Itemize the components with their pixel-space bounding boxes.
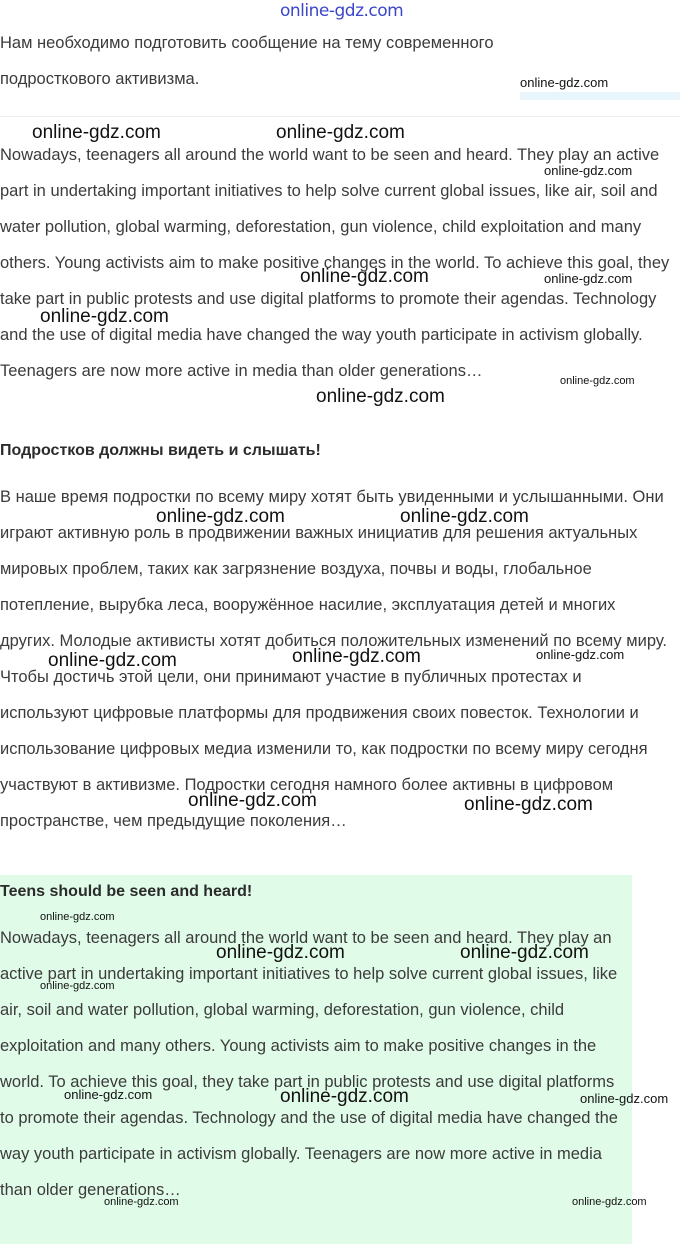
watermark: online-gdz.com: [460, 942, 589, 963]
watermark: online-gdz.com: [572, 1196, 647, 1208]
english-answer-text: Nowadays, teenagers all around the world want to be seen and heard. They play an active part in undertaking important initiatives to help solve current global issues, like air, soil and water pollution, global warming, deforestation, gun violence, child exploitation and many others. Young activists aim to make positive changes in the world. To achieve this goal, they take part in public protests and use digital platforms to promote their agendas. Technology and the use of digital media have changed the way youth participate in activism globally. Teenagers are now more active in media than older generations…: [0, 929, 618, 1199]
russian-heading: Подростков должны видеть и слышать!: [0, 442, 321, 459]
intro-text: Нам необходимо подготовить сообщение на тему современного подросткового активизма.: [0, 34, 494, 88]
watermark-top: online-gdz.com: [280, 1, 404, 21]
watermark: online-gdz.com: [156, 506, 285, 527]
watermark: online-gdz.com: [64, 1087, 153, 1102]
watermark: online-gdz.com: [520, 75, 609, 90]
russian-text: В наше время подростки по всему миру хотят быть увиденными и услышанными. Они играют активную роль в продвижении важных инициатив для решения актуальных мировых проблем, таких как загрязнение воздуха, почвы и воды, глобальное потепление, вырубка леса, вооружённое насилие, эксплуатация детей и многих других. Молодые активисты хотят добиться положительных изменений по всему миру. Чтобы достичь этой цели, они принимают участие в публичных протестах и используют цифровые платформы для продвижения своих повесток. Технологии и использование цифровых медиа изменили то, как подростки по всему миру сегодня участвуют в активизме. Подростки сегодня намного более активны в цифровом пространстве, чем предыдущие поколения…: [0, 488, 667, 830]
watermark: online-gdz.com: [104, 1196, 179, 1208]
watermark: online-gdz.com: [544, 163, 633, 178]
english-excerpt: Nowadays, teenagers all around the world want to be seen and heard. They play an active part in undertaking important initiatives to help solve current global issues, like air, soil and water pollution, global warming, deforestation, gun violence, child exploitation and many others. Young activists aim to make positive changes in the world. To achieve this goal, they take part in public protests and use digital platforms to promote their agendas. Technology and the use of digital media have changed the way youth participate in activism globally. Teenagers are now more active in media than older generations…: [0, 146, 670, 380]
watermark: online-gdz.com: [580, 1091, 669, 1106]
watermark: online-gdz.com: [536, 647, 625, 662]
watermark: online-gdz.com: [300, 266, 429, 287]
watermark: online-gdz.com: [316, 386, 445, 407]
watermark: online-gdz.com: [544, 271, 633, 286]
watermark: online-gdz.com: [40, 980, 115, 992]
watermark: online-gdz.com: [276, 122, 405, 143]
watermark: online-gdz.com: [48, 650, 177, 671]
watermark: online-gdz.com: [40, 911, 115, 923]
watermark: online-gdz.com: [400, 506, 529, 527]
watermark: online-gdz.com: [280, 1086, 409, 1107]
watermark: online-gdz.com: [188, 790, 317, 811]
watermark: online-gdz.com: [40, 306, 169, 327]
watermark: online-gdz.com: [32, 122, 161, 143]
watermark: online-gdz.com: [292, 646, 421, 667]
watermark: online-gdz.com: [560, 375, 635, 387]
watermark: online-gdz.com: [464, 794, 593, 815]
watermark: online-gdz.com: [216, 942, 345, 963]
english-answer-heading: Teens should be seen and heard!: [0, 883, 253, 900]
divider: [0, 116, 680, 117]
